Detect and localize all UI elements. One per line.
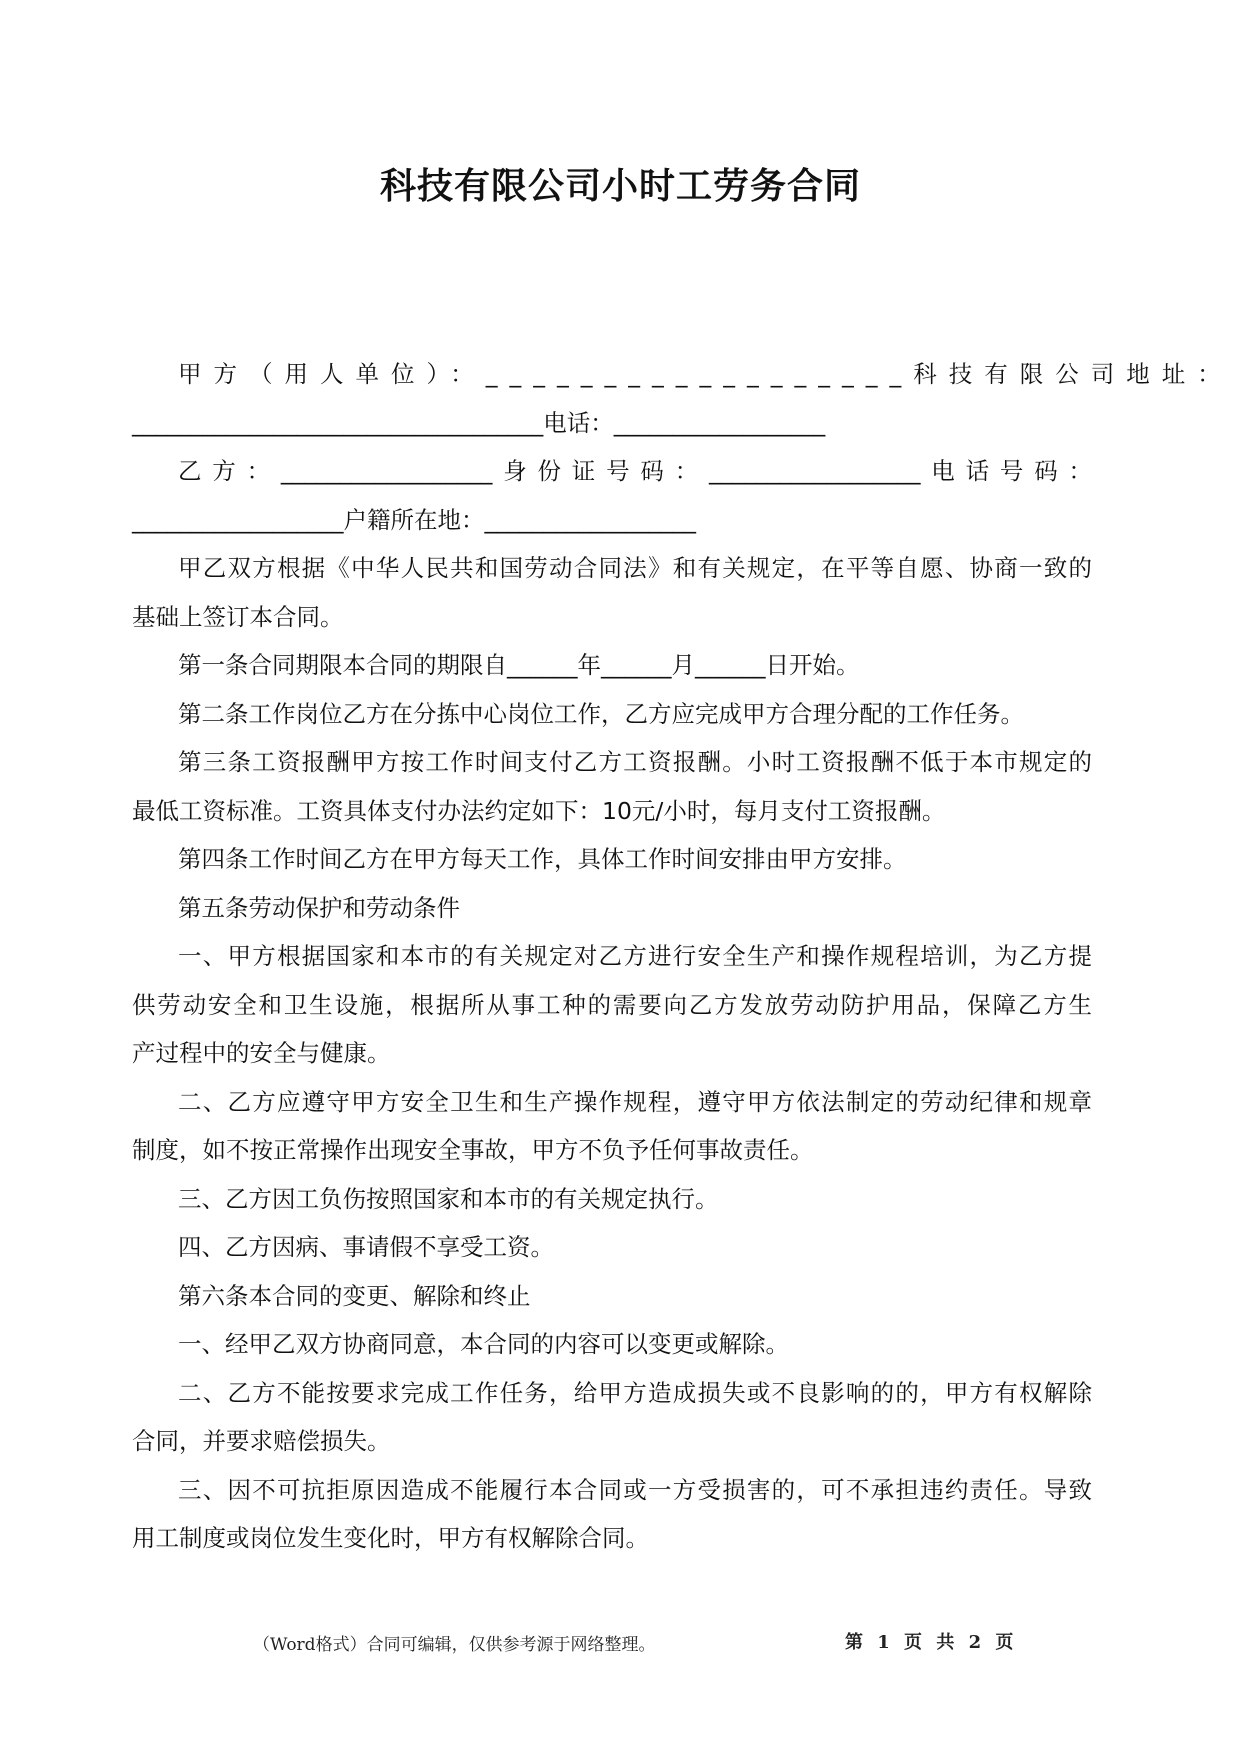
- article-6-item-2-line-1: 二、乙方不能按要求完成工作任务，给甲方造成损失或不良影响的的，甲方有权解除: [178, 1378, 1092, 1407]
- article-1: 第一条合同期限本合同的期限自______年______月______日开始。: [178, 651, 860, 679]
- footer-note: （Word格式）合同可编辑，仅供参考源于网络整理。: [253, 1635, 656, 1655]
- article-5-item-2-line-2: 制度，如不按正常操作出现安全事故，甲方不负予任何事故责任。: [132, 1136, 814, 1164]
- article-6-item-1: 一、经甲乙双方协商同意，本合同的内容可以变更或解除。: [178, 1330, 789, 1358]
- article-3-line-1: 第三条工资报酬甲方按工作时间支付乙方工资报酬。小时工资报酬不低于本市规定的: [178, 748, 1092, 776]
- article-5-item-1-line-1: 一、甲方根据国家和本市的有关规定对乙方进行安全生产和操作规程培训，为乙方提: [178, 942, 1092, 970]
- contract-body: [132, 350, 1233, 1563]
- article-2: 第二条工作岗位乙方在分拣中心岗位工作，乙方应完成甲方合理分配的工作任务。: [178, 699, 1024, 728]
- page-number: 第 1 页 共 2 页: [845, 1632, 1018, 1653]
- party-b-line: 乙方：__________________身份证号码：__________________电话号码：: [178, 457, 1092, 485]
- party-a-line: 甲方（用人单位）：__________________科技有限公司地址：: [178, 360, 1233, 388]
- article-6-heading: 第六条本合同的变更、解除和终止: [178, 1281, 531, 1310]
- article-5-item-4: 四、乙方因病、事请假不享受工资。: [178, 1233, 554, 1261]
- article-6-item-3-line-2: 用工制度或岗位发生变化时，甲方有权解除合同。: [132, 1524, 649, 1552]
- article-4: 第四条工作时间乙方在甲方每天工作，具体工作时间安排由甲方安排。: [178, 845, 907, 873]
- preamble-line-1: 甲乙双方根据《中华人民共和国劳动合同法》和有关规定，在平等自愿、协商一致的: [178, 554, 1092, 582]
- article-5-item-1-line-3: 产过程中的安全与健康。: [132, 1039, 391, 1067]
- article-6-item-3-line-1: 三、因不可抗拒原因造成不能履行本合同或一方受损害的，可不承担违约责任。导致: [178, 1475, 1092, 1504]
- article-5-item-2-line-1: 二、乙方应遵守甲方安全卫生和生产操作规程，遵守甲方依法制定的劳动纪律和规章: [178, 1087, 1092, 1116]
- article-5-item-1-line-2: 供劳动安全和卫生设施，根据所从事工种的需要向乙方发放劳动防护用品，保障乙方生: [132, 990, 1092, 1019]
- article-6-item-2-line-2: 合同，并要求赔偿损失。: [132, 1427, 391, 1455]
- party-a-address-line: ___________________________________电话：__________________: [132, 408, 826, 437]
- preamble-line-2: 基础上签订本合同。: [132, 602, 344, 631]
- article-5-heading: 第五条劳动保护和劳动条件: [178, 893, 460, 922]
- article-3-line-2: 最低工资标准。工资具体支付办法约定如下：10元/小时，每月支付工资报酬。: [132, 796, 946, 825]
- article-5-item-3: 三、乙方因工负伤按照国家和本市的有关规定执行。: [178, 1184, 719, 1213]
- party-b-residence-line: __________________户籍所在地：__________________: [132, 505, 696, 534]
- document-title: 科技有限公司小时工劳务合同: [379, 166, 861, 207]
